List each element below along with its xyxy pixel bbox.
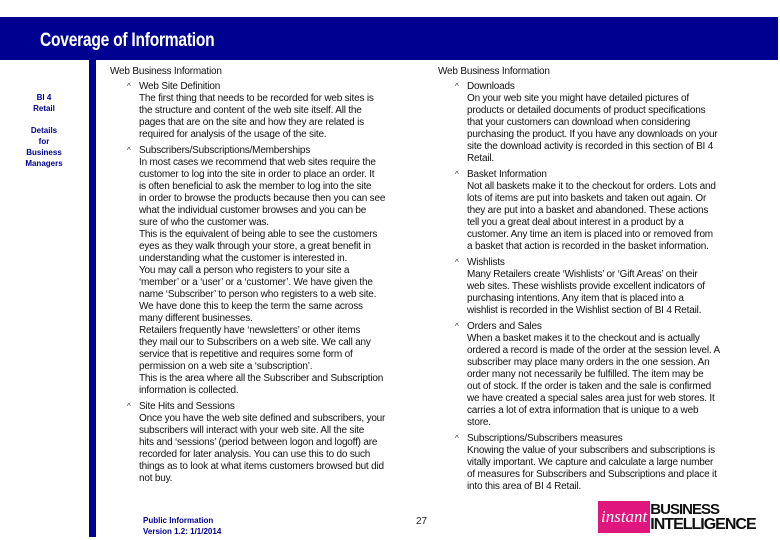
left-column [110,66,428,489]
item-text-line: sure of who the customer was. [139,217,269,228]
item-text-line: not buy. [139,473,173,484]
item-text-line: Once you have the web site defined and subscribers, your [139,413,386,424]
bullet-icon: ^ [127,146,131,155]
item-text-line: tell you a great deal about interest in a product by a [467,217,684,228]
item-text-line: products or detailed documents of product specifications [467,105,706,116]
item-text-line: vitally important. We capture and calculate a large number [467,457,714,468]
item-text-line: Not all baskets make it to the checkout for orders. Lots and [467,181,716,192]
item-text-line: In most cases we recommend that web sites require the [139,157,376,168]
column-heading: Web Business Information [110,66,222,77]
item-text-line: we have created a special sales area just for web stores. It [467,393,715,404]
bullet-item [110,145,428,397]
item-title: Site Hits and Sessions [139,401,235,412]
item-text-line: permission on a web site a ‘subscription’. [139,361,313,372]
item-text-line: name ‘Subscriber’ to person who registers to a web site. [139,289,377,300]
item-text-line: the structure and content of the web site itself. All the [139,105,362,116]
item-text-line: order many not necessarily be fulfilled. The item may be [467,369,704,380]
bullet-item [438,321,776,429]
item-text-line: in order to browse the products because then you can see [139,193,386,204]
column-heading: Web Business Information [438,66,550,77]
item-text-line: wishlist is recorded in the Wishlist section of BI 4 Retail. [467,305,702,316]
page-title: Coverage of Information [40,30,215,51]
bullet-item [438,257,776,317]
item-text-line: a basket that action is recorded in the basket information. [467,241,709,252]
item-text-line: Retail. [467,153,494,164]
bullet-item [110,401,428,485]
sidebar-line: for [38,137,50,146]
bullet-item [438,433,776,493]
item-text-line: Retailers frequently have ‘newsletters’ or other items [139,325,361,336]
item-text-line: information is collected. [139,385,239,396]
item-text-line: hits and ‘sessions’ (period between logon and logoff) are [139,437,378,448]
item-text-line: what the individual customer browses and you can be [139,205,367,216]
title-banner [0,17,778,60]
sidebar-audience [0,125,88,169]
bullet-icon: ^ [455,82,459,91]
logo-line2: INTELLIGENCE [650,516,756,533]
item-text-line: web sites. These wishlists provide excellent indicators of [467,281,705,292]
item-text-line: Knowing the value of your subscribers and subscriptions is [467,445,715,456]
item-text-line: This is the area where all the Subscriber and Subscription [139,373,384,384]
item-text-line: When a basket makes it to the checkout and is actually [467,333,700,344]
item-title: Basket Information [467,169,547,180]
bullet-icon: ^ [455,322,459,331]
bullet-icon: ^ [455,258,459,267]
version-label: Version 1.2: 1/1/2014 [143,527,222,536]
item-text-line: into this area of BI 4 Retail. [467,481,582,492]
item-text-line: that your customers can download when considering [467,117,691,128]
item-text-line: they are put into a basket and abandoned. These actions [467,205,709,216]
item-text-line: service that is repetitive and requires some form of [139,349,353,360]
bullet-item [110,81,428,141]
bullet-icon: ^ [455,170,459,179]
right-column [438,66,776,497]
bullet-icon: ^ [127,402,131,411]
bullet-icon: ^ [455,434,459,443]
item-text-line: purchasing intentions. Any item that is placed into a [467,293,684,304]
item-text-line: purchasing the product. If you have any downloads on your [467,129,718,140]
sidebar-line: Details [30,126,58,135]
item-text-line: carries a lot of extra information that is unique to a web [467,405,699,416]
item-text-line: You may call a person who registers to your site a [139,265,350,276]
item-text-line: pages that are on the site and how they are related is [139,117,364,128]
item-text-line: The first thing that needs to be recorded for web sites is [139,93,374,104]
item-text-line: understanding what the customer is interested in. [139,253,348,264]
item-text-line: customer. Any time an item is placed into or removed from [467,229,713,240]
item-title: Downloads [467,81,515,92]
item-text-line: is often beneficial to ask the member to log into the site [139,181,372,192]
item-text-line: subscriber may place many orders in the one session. An [467,357,710,368]
item-text-line: This is the equivalent of being able to see the customers [139,229,378,240]
item-text-line: out of stock. If the order is taken and the sale is confirmed [467,381,712,392]
item-title: Orders and Sales [467,321,542,332]
item-text-line: ordered a record is made of the order at the session level. A [467,345,720,356]
item-text-line: On your web site you might have detailed pictures of [467,93,689,104]
page-number: 27 [416,516,428,527]
item-text-line: of measures for Subscribers and Subscriptions and place it [467,469,717,480]
bullet-item [438,81,776,165]
item-text-line: ‘member’ or a ‘user’ or a ‘customer’. We have given the [139,277,373,288]
item-text-line: required for analysis of the usage of the site. [139,129,327,140]
bullet-icon: ^ [127,82,131,91]
item-text-line: many different businesses. [139,313,253,324]
item-text-line: store. [467,417,491,428]
item-text-line: recorded for later analysis. You can use this to do such [139,449,371,460]
vertical-divider [89,60,96,537]
instant-business-intelligence-logo [598,501,756,533]
item-text-line: eyes as they walk through your store, a great benefit in [139,241,371,252]
item-text-line: site the download activity is recorded in this section of BI 4 [467,141,714,152]
logo-line1: BUSINESS [650,501,719,518]
item-text-line: We have done this to keep the term the same across [139,301,363,312]
sidebar-product [0,92,88,114]
bullet-item [438,169,776,253]
item-text-line: Many Retailers create ‘Wishlists’ or ‘Gift Areas’ on their [467,269,698,280]
item-title: Wishlists [467,257,505,268]
item-text-line: lots of items are put into baskets and taken out again. Or [467,193,707,204]
item-text-line: they mail our to Subscribers on a web site. We call any [139,337,371,348]
item-text-line: subscribers will interact with your web site. All the site [139,425,365,436]
item-text-line: things as to look at what items customers browsed but did [139,461,384,472]
item-title: Subscriptions/Subscribers measures [467,433,623,444]
item-text-line: customer to log into the site in order to place an order. It [139,169,375,180]
footer-info [143,515,221,537]
sidebar-line: Managers [25,159,63,168]
classification-label: Public Information [143,516,214,525]
logo-prefix: instant [598,501,650,533]
sidebar-line: Business [26,148,62,157]
item-title: Subscribers/Subscriptions/Memberships [139,145,311,156]
sidebar-line: Retail [33,104,55,113]
item-title: Web Site Definition [139,81,221,92]
sidebar-line: BI 4 [36,93,52,102]
